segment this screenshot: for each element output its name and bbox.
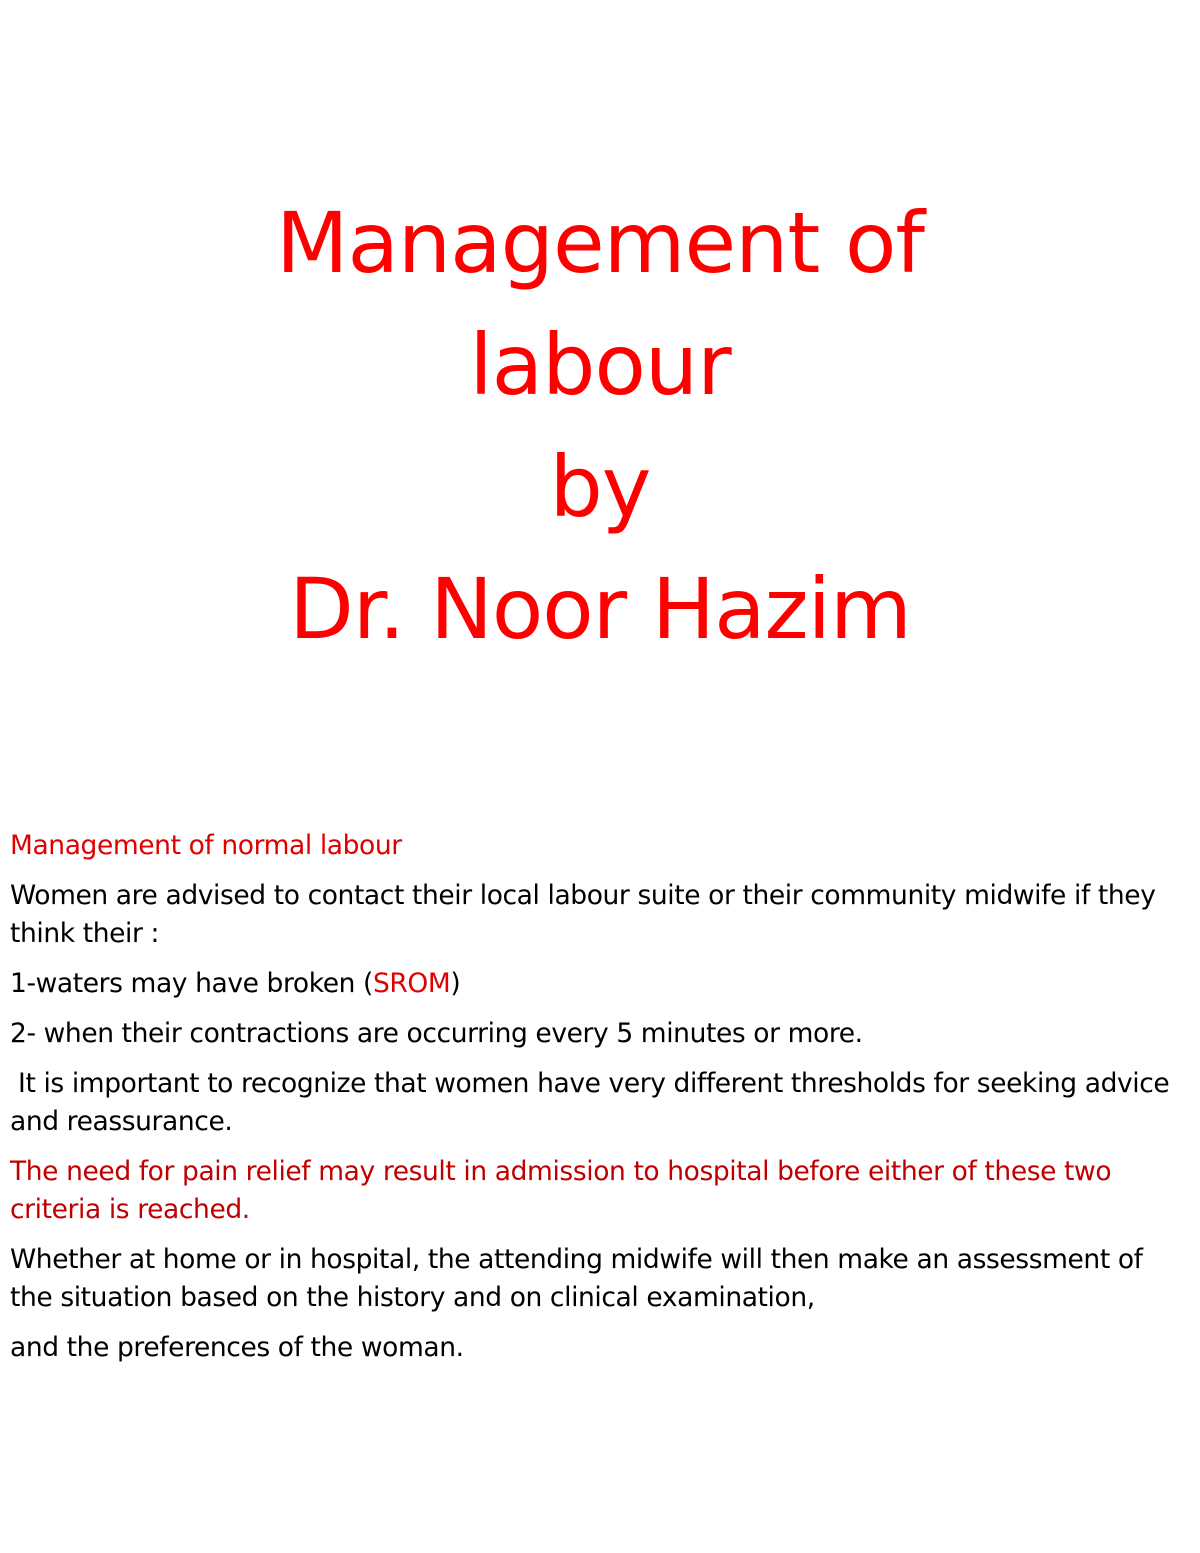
srom-highlight: SROM	[372, 968, 451, 999]
document-title	[0, 182, 1200, 670]
preferences-paragraph: and the preferences of the woman.	[10, 1332, 464, 1363]
list-item-1-close: )	[450, 968, 461, 999]
list-item-1	[10, 965, 1190, 1003]
title-line-4-author: Dr. Noor Hazim	[289, 560, 911, 658]
thresholds-paragraph: It is important to recognize that women have very different thresholds for seeking advice and reassurance.	[10, 1068, 1170, 1137]
title-line-1: Management of	[275, 194, 924, 292]
spacer	[10, 953, 1190, 965]
pain-relief-paragraph: The need for pain relief may result in admission to hospital before either of these two criteria is reached.	[10, 1156, 1112, 1225]
title-line-3: by	[549, 438, 651, 536]
list-item-2: 2- when their contractions are occurring every 5 minutes or more.	[10, 1018, 863, 1049]
intro-paragraph: Women are advised to contact their local labour suite or their community midwife if they think their :	[10, 880, 1156, 949]
title-line-2: labour	[469, 316, 731, 414]
section-heading: Management of normal labour	[10, 830, 402, 861]
document-body	[10, 827, 1190, 1379]
assessment-paragraph: Whether at home or in hospital, the attending midwife will then make an assessment of the situation based on the history and on clinical examination,	[10, 1244, 1143, 1313]
list-item-1-text: 1-waters may have broken (	[10, 968, 373, 999]
